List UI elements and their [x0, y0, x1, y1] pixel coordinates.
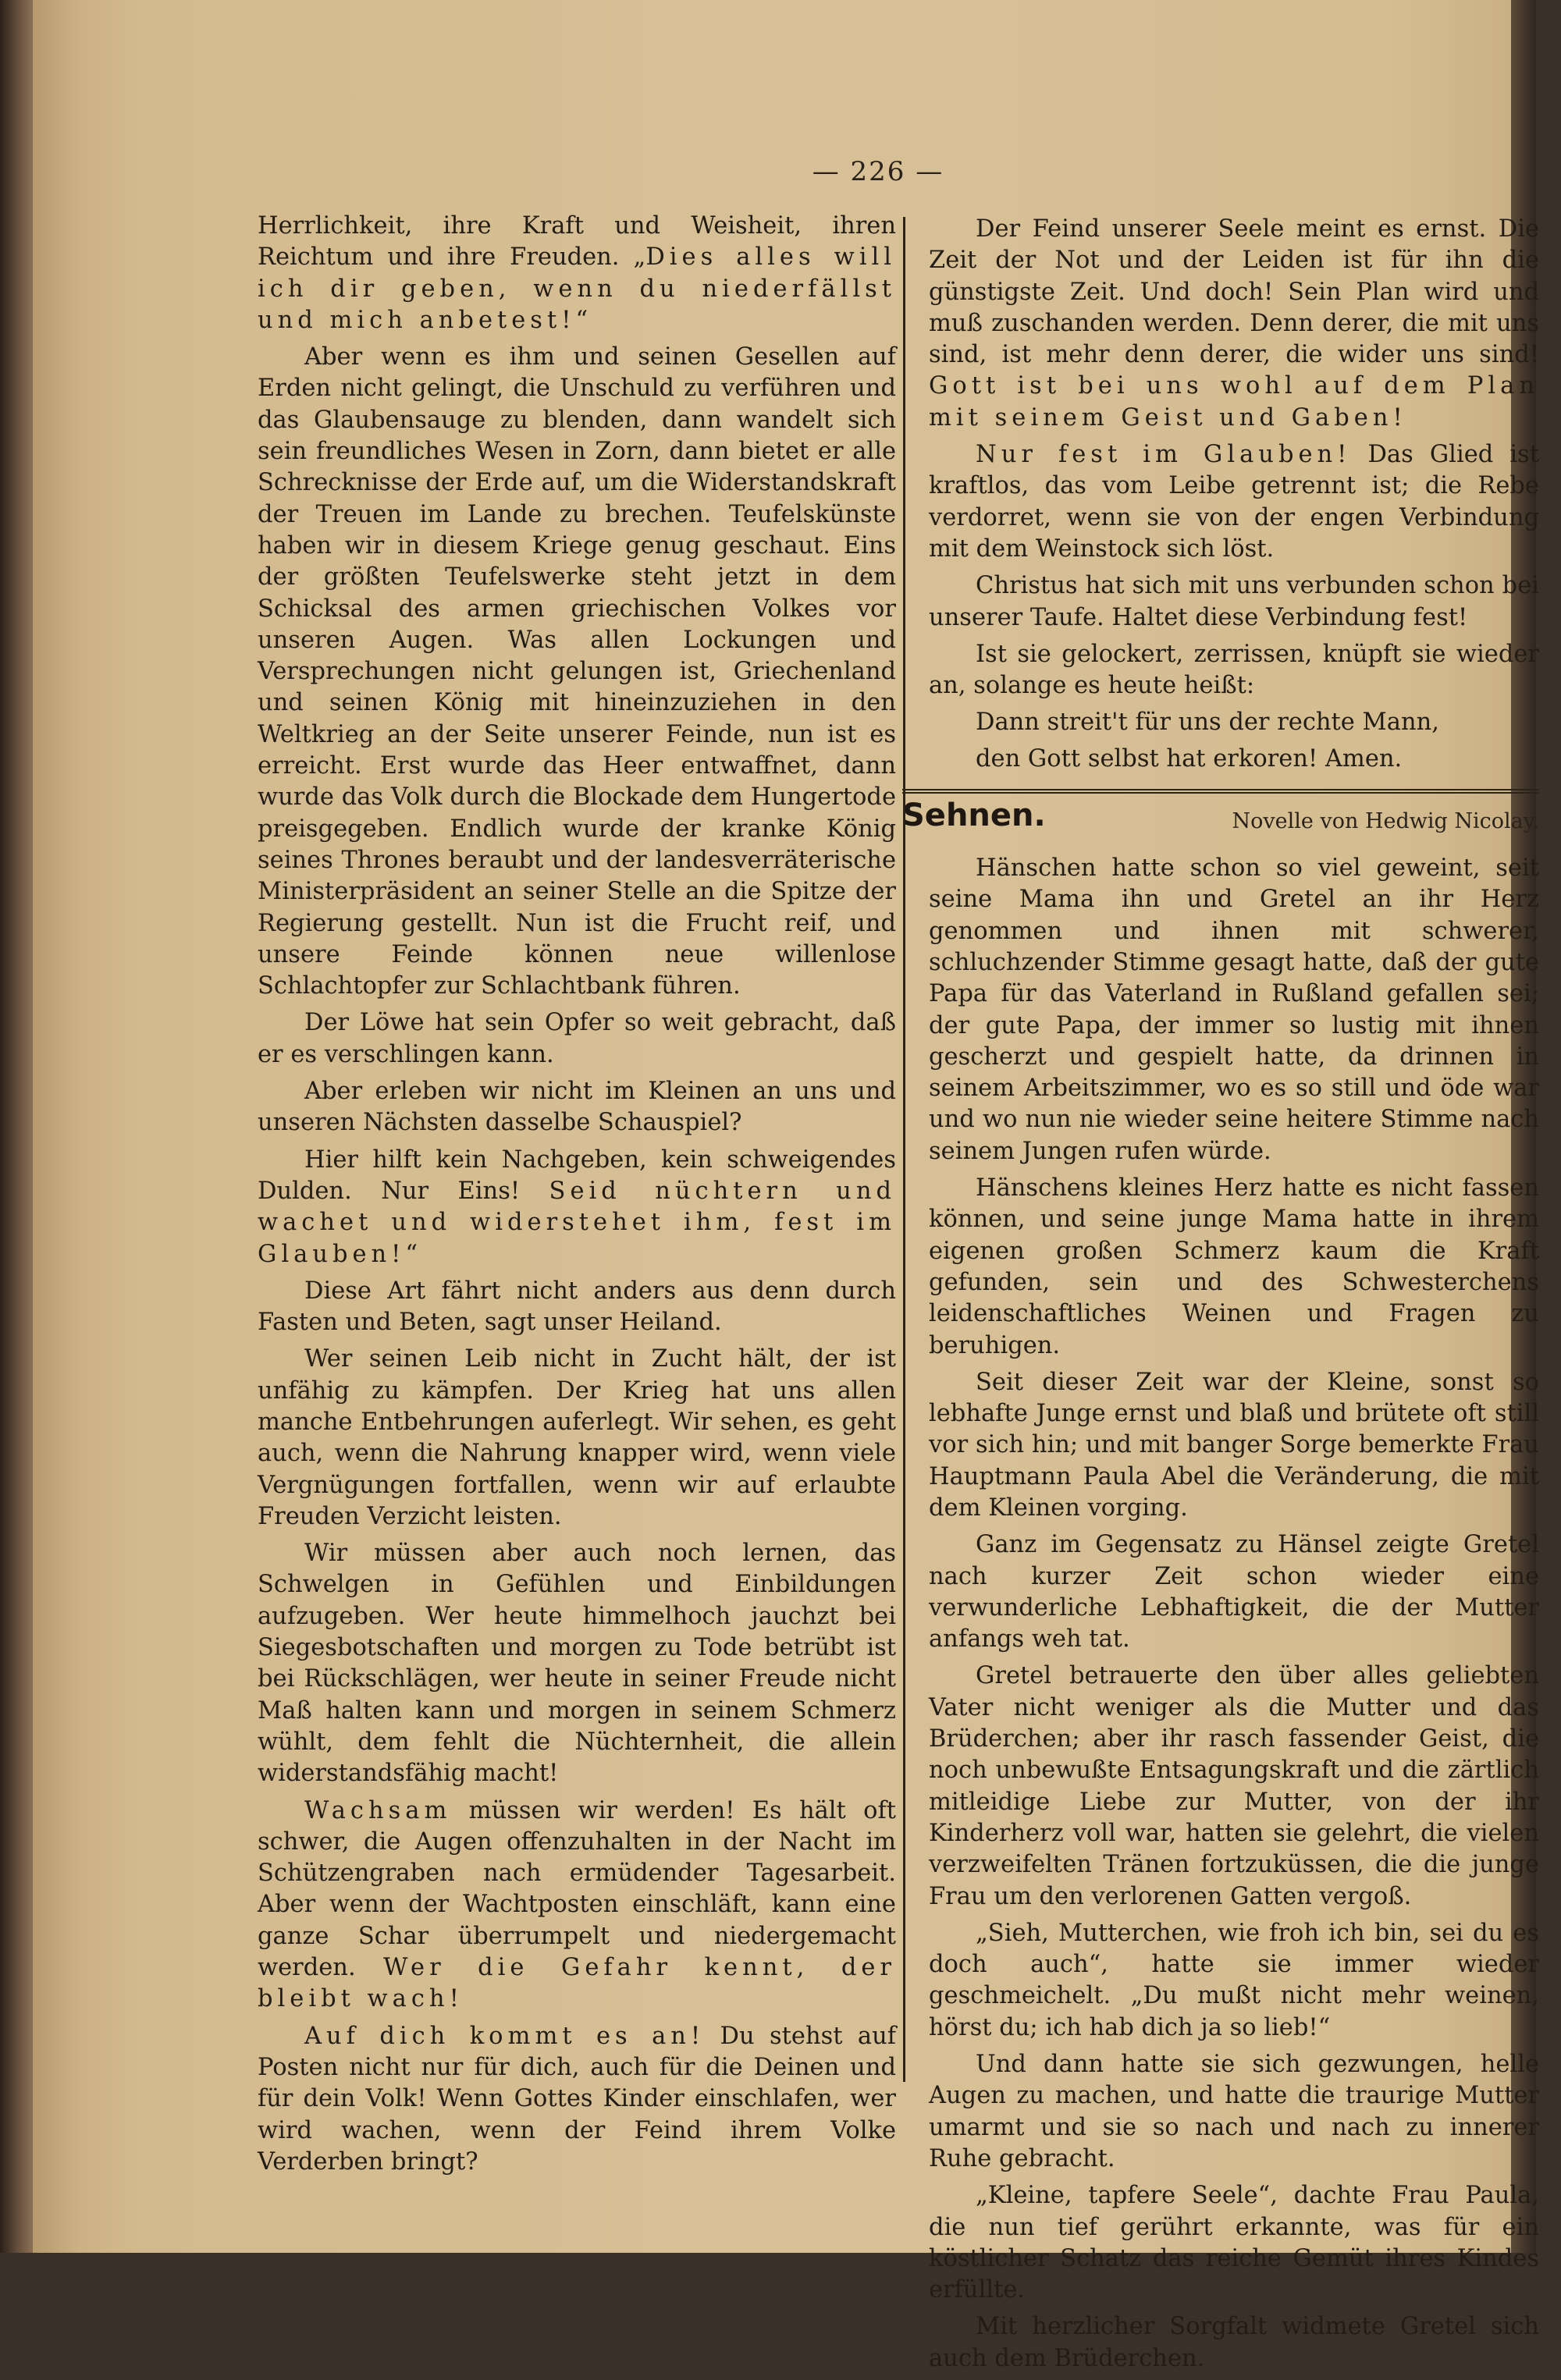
story-paragraph: Gretel betrauerte den über alles geliebten Vater nicht weniger als die Mutter und das Brüderchen; aber ihr rasch fassender Geist, die noch unbewußte Entsagungskraft und die zärtlich mitleidige Liebe zur Mutter, von der ihr Kinderherz voll war, hatten sie gelehrt, die vielen verzweifelten Tränen fortzuküssen, die die junge Frau um den verlorenen Gatten vergoß. — [929, 1662, 1539, 1910]
emphasis-text: Seid nüchtern und wachet und widerstehet ihm, fest im Glauben! — [258, 1177, 896, 1268]
paragraph — [258, 211, 896, 336]
story-paragraph: Ganz im Gegensatz zu Hänsel zeigte Gretel nach kurzer Zeit schon wieder eine verwunderliche Lebhaftigkeit, die der Mutter anfangs weh tat. — [929, 1531, 1539, 1654]
book-spine — [0, 0, 33, 2253]
paragraph-text: “ — [405, 1240, 418, 1268]
paragraph — [929, 639, 1539, 702]
story-paragraph: Hänschen hatte schon so viel geweint, seit seine Mama ihn und Gretel an ihr Herz genommen und ihnen mit schwerer, schluchzender Stimme gesagt hatte, daß der gute Papa für das Vaterland in Rußland gefallen sei; der gute Papa, der immer so lustig mit ihnen gescherzt und gespielt hatte, da drinnen in seinem Arbeitszimmer, wo es so still und öde war und wo nun nie wieder seine heitere Stimme nach seinem Jungen rufen würde. — [929, 854, 1539, 1165]
paragraph-text: müssen wir werden! Es hält oft schwer, die Augen offenzuhalten in der Nacht im Schützengraben nach ermüdender Tagesarbeit. Aber wenn der Wachtposten einschläft, kann eine ganze Schar überrumpelt und niedergemacht werden. — [258, 1796, 896, 1982]
story-paragraph: „Kleine, tapfere Seele“, dachte Frau Paula, die nun tief gerührt erkannte, was für ein köstlicher Schatz das reiche Gemüt ihres Kindes erfüllte. — [929, 2182, 1539, 2304]
paragraph-text: Herrlichkeit, ihre Kraft und Weisheit, ihren Reichtum und ihre Freuden. „ — [258, 212, 896, 272]
story-paragraph: Und dann hatte sie sich gezwungen, helle Augen zu machen, und hatte die traurige Mutter umarmt und sie so nach und nach zu innerer Ruhe gebracht. — [929, 2051, 1539, 2172]
paragraph-text: Das Glied ist kraftlos, das vom Leibe getrennt ist; die Rebe verdorret, wenn sie von der engen Verbindung mit dem Weinstock sich löst. — [929, 441, 1539, 563]
story-author: Novelle von Hedwig Nicolay. — [1232, 809, 1539, 834]
paragraph — [258, 1276, 896, 1339]
paragraph — [258, 1796, 896, 2016]
emphasis-text: Auf dich kommt es an! — [304, 2022, 706, 2050]
sermon-conclusion — [902, 214, 1539, 702]
story-title: Sehnen. — [902, 797, 1046, 834]
story-paragraph: Hänschens kleines Herz hatte es nicht fassen können, und seine junge Mama hatte in ihrem eigenen großen Schmerz kaum die Kraft gefunden, sein und des Schwesterchens leidenschaftliches Weinen und Fragen zu beruhigen. — [929, 1174, 1539, 1359]
paragraph-text: “ — [575, 306, 588, 334]
paragraph-text: Ist sie gelockert, zerrissen, knüpft sie wieder an, solange es heute heißt: — [929, 640, 1539, 700]
paragraph-text: Aber wenn es ihm und seinen Gesellen auf Erden nicht gelingt, die Unschuld zu verführen und das Glaubensauge zu blenden, dann wandelt sich sein freundliches Wesen in Zorn, dann bietet er alle Schrecknisse der Erde auf, um die Widerstandskraft der Treuen im Lande zu brechen. Teufelskünste haben wir in diesem Kriege genug geschaut. Eins der größten Teufelswerke steht jetzt in dem Schicksal des armen griechischen Volkes vor unseren Augen. Was allen Lockungen und Versprechungen nicht gelungen ist, Griechenland und seinen König mit hineinzuziehen in den Weltkrieg an der Seite unserer Feinde, nun ist es erreicht. Erst wurde das Heer entwaffnet, dann wurde das Volk durch die Blockade dem Hungertode preisgegeben. Endlich wurde der kranke König seines Thrones beraubt und der landesverräterische Ministerpräsident an seiner Stelle an die Spitze der Regierung gestellt. Nun ist die Frucht reif, und unsere Feinde können neue willenlose Schlachtopfer zur Schlachtbank führen. — [258, 343, 896, 1000]
paragraph — [258, 1538, 896, 1789]
paragraph — [258, 1076, 896, 1139]
paragraph — [258, 1145, 896, 1270]
paragraph — [258, 2021, 896, 2178]
story-paragraph: „Sieh, Mutterchen, wie froh ich bin, sei du es doch auch“, hatte sie immer wieder geschmeichelt. „Du mußt nicht mehr weinen, hörst du; ich hab dich ja so lieb!“ — [929, 1919, 1539, 2041]
paragraph — [929, 214, 1539, 434]
paragraph-text: Der Löwe hat sein Opfer so weit gebracht, daß er es verschlingen kann. — [258, 1009, 896, 1068]
paragraph-text: Hier hilft kein Nachgeben, kein schweigendes Dulden. Nur Eins! — [258, 1146, 896, 1205]
emphasis-text: Wachsam — [304, 1796, 452, 1824]
paragraph-text: Wer seinen Leib nicht in Zucht hält, der ist unfähig zu kämpfen. Der Krieg hat uns allen manche Entbehrungen auferlegt. Wir sehen, es geht auch, wenn die Nahrung knapper wird, wenn viele Vergnügungen fortfallen, wenn wir auf erlaubte Freuden Verzicht leisten. — [258, 1345, 896, 1530]
paragraph-text: Diese Art fährt nicht anders aus denn durch Fasten und Beten, sagt unser Heiland. — [258, 1277, 896, 1337]
story-paragraph: Mit herzlicher Sorgfalt widmete Gretel sich auch dem Brüderchen. — [929, 2313, 1539, 2372]
paragraph-text: Wir müssen aber auch noch lernen, das Schwelgen in Gefühlen und Einbildungen aufzugeben. Wer heute himmelhoch jauchzt bei Siegesbotschaften und morgen zu Tode betrübt ist bei Rückschlägen, wer heute in seiner Freude nicht Maß halten kann und morgen in seinem Schmerz wühlt, dem fehlt die Nüchternheit, die allein widerstandsfähig macht! — [258, 1540, 896, 1788]
verse-line: Dann streit't für uns der rechte Mann, — [976, 709, 1439, 737]
paragraph — [929, 570, 1539, 634]
paragraph — [929, 439, 1539, 565]
emphasis-text: Dies alles will ich dir geben, wenn du niederfällst und mich anbetest! — [258, 243, 896, 334]
left-column — [258, 211, 896, 2183]
paragraph — [258, 342, 896, 1002]
verse-line: den Gott selbst hat erkoren! Amen. — [976, 744, 1403, 773]
story-body — [902, 853, 1539, 2375]
paragraph-text: Du stehst auf Posten nicht nur für dich, auch für die Deinen und für dein Volk! Wenn Gottes Kinder einschlafen, wer wird wachen, wenn der Feind ihrem Volke Verderben bringt? — [258, 2022, 896, 2176]
emphasis-text: Gott ist bei uns wohl auf dem Plan mit seinem Geist und Gaben! — [929, 372, 1539, 432]
story-header — [902, 789, 1539, 842]
hymn-verse — [902, 707, 1539, 775]
paragraph-text: Aber erleben wir nicht im Kleinen an uns und unseren Nächsten dasselbe Schauspiel? — [258, 1078, 896, 1137]
story-paragraph: Seit dieser Zeit war der Kleine, sonst so lebhafte Junge ernst und blaß und brütete oft still vor sich hin; und mit banger Sorge bemerkte Frau Hauptmann Paula Abel die Veränderung, die mit dem Kleinen vorging. — [929, 1368, 1539, 1522]
paragraph-text: Christus hat sich mit uns verbunden schon bei unserer Taufe. Haltet diese Verbindung fest! — [929, 572, 1539, 631]
emphasis-text: Wer die Gefahr kennt, der bleibt wach! — [258, 1954, 897, 2013]
paragraph-text: Der Feind unserer Seele meint es ernst. Die Zeit der Not und der Leiden ist für ihn die günstigste Zeit. Und doch! Sein Plan wird und muß zuschanden werden. Denn derer, die mit uns sind, ist mehr denn derer, die wider uns sind! — [929, 215, 1539, 369]
page-number: — 226 — — [812, 156, 944, 187]
emphasis-text: Nur fest im Glauben! — [976, 441, 1352, 469]
paragraph — [258, 1007, 896, 1071]
right-column — [902, 214, 1539, 2380]
paragraph — [258, 1344, 896, 1533]
